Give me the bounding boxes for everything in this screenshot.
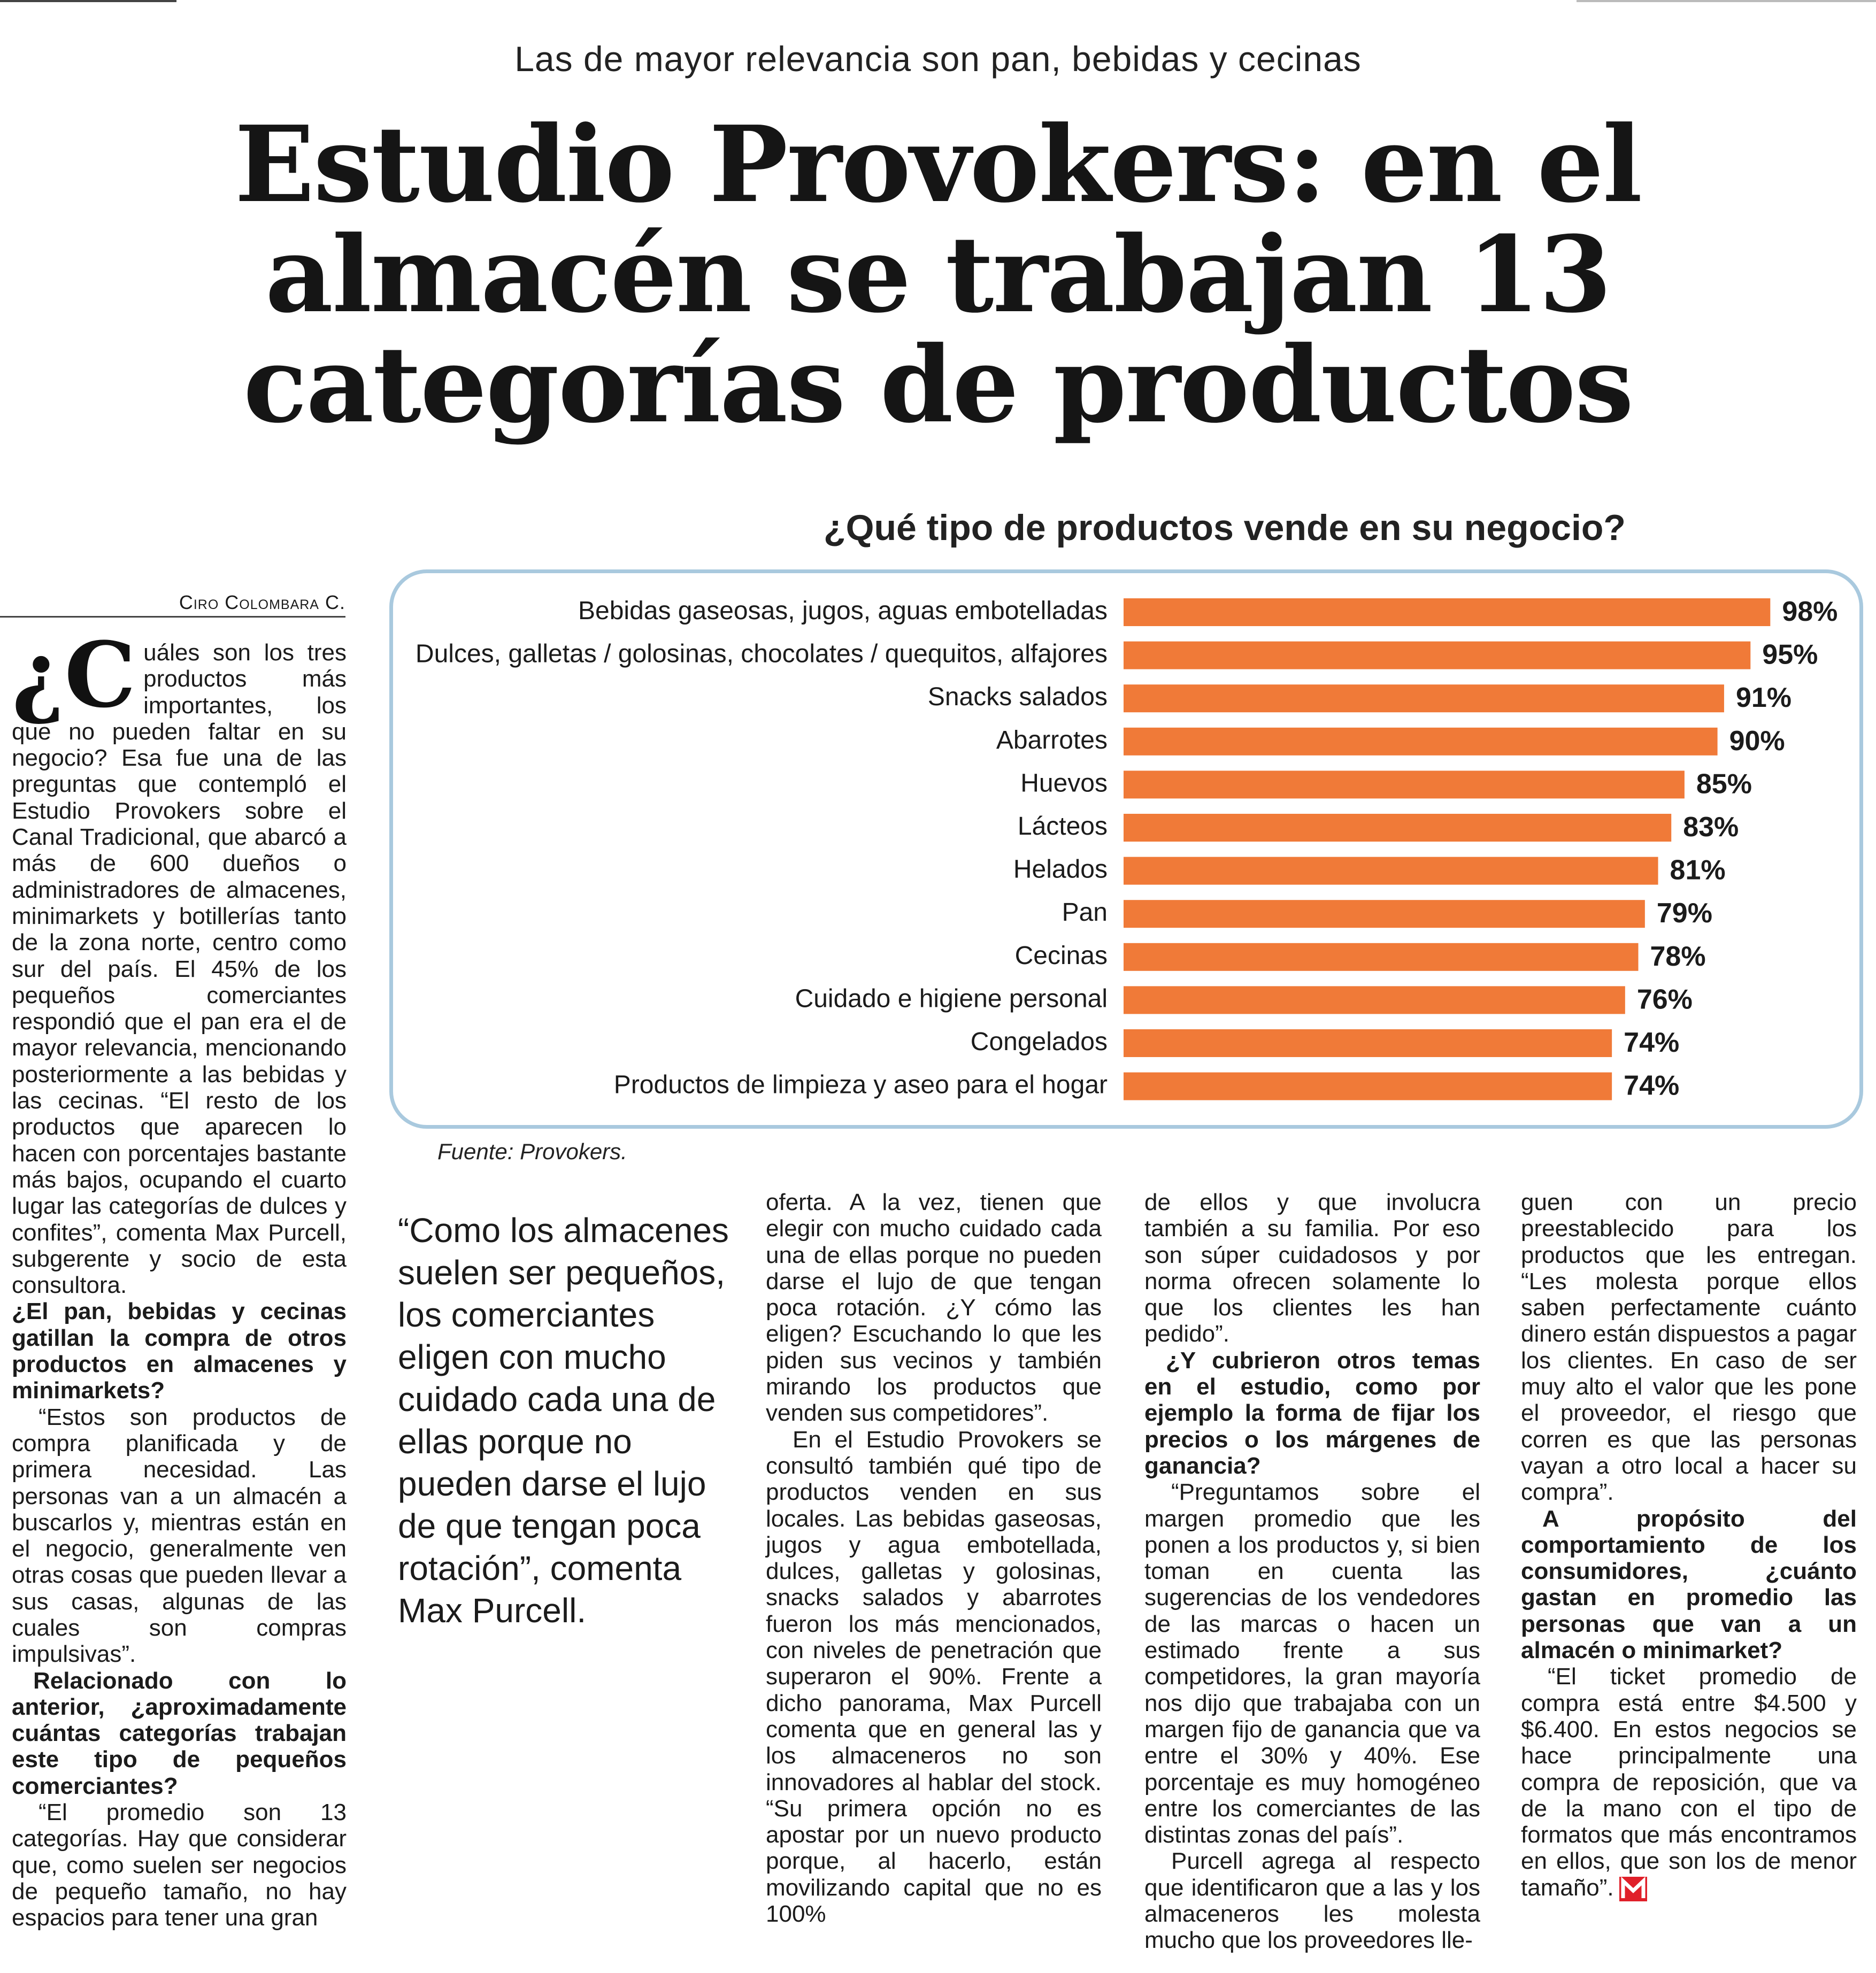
bar [1124,900,1645,928]
bar [1124,684,1724,712]
answer-2: “El promedio son 13 categorías. Hay que considerar que, como suelen ser negocios de pequeño tamaño, no hay espacios para tener una gran [12,1799,347,1931]
column-3-paragraph-2: En el Estudio Provokers se consultó también qué tipo de productos venden en sus locales. Las bebidas gaseosas, jugos y agua embotellada, dulces, galletas y golosinas, snacks salados y abarrotes fueron los más mencionados, con niveles de penetración que superaron el 90%. Frente a dicho panorama, Max Purcell comenta que en general las y los almaceneros no son innovadores al hablar del stock. “Su primera opción no es apostar por un nuevo producto porque, al hacerlo, están movilizando capital que no es 100% [766,1426,1102,1928]
bar [1124,598,1770,626]
top-rule [0,0,1876,4]
question-3: ¿Y cubrieron otros temas en el estudio, como por ejemplo la forma de fijar los precios o los márgenes de ganancia? [1144,1347,1480,1479]
headline-line-2: almacén se trabajan 13 [265,213,1611,336]
category-label: Productos de limpieza y aseo para el hogar [613,1070,1108,1099]
category-label: Congelados [970,1028,1108,1056]
value-label: 91% [1735,682,1792,714]
pull-quote: “Como los almacenes suelen ser pequeños, los comerciantes eligen con mucho cuidado cada una de ellas porque no pueden darse el lujo de que tengan poca rotación”, comenta Max Purcell. [398,1211,729,1630]
bar [1124,642,1750,669]
top-rule-left [0,0,176,2]
headline-line-1: Estudio Provokers: en el [234,103,1642,226]
bar [1124,1029,1612,1057]
article-column-3 [766,1189,1102,1927]
column-5-paragraph-1: guen con un precio preestablecido para los productos que les entregan. “Les molesta porque ellos saben perfectamente cuánto dinero están dispuestos a pagar los clientes. En caso de ser muy alto el valor que les pone el proveedor, el riesgo que corren es que las personas vayan a otro local a hacer su compra”. [1521,1189,1857,1506]
chart-source: Fuente: Provokers. [437,1139,627,1164]
answer-4 [1521,1663,1857,1901]
category-label: Huevos [1020,769,1108,798]
answer-1: “Estos son productos de compra planificada y de primera necesidad. Las personas van a un almacén a buscarlos y, mientras están en el negocio, generalmente ven otras cosas que pueden llevar a sus casas, algunas de las cuales son compras impulsivas”. [12,1404,347,1668]
byline: Ciro Colombara C. [179,591,345,613]
question-1: ¿El pan, bebidas y cecinas gatillan la compra de otros productos en almacenes y minimarkets? [12,1298,347,1404]
chart-title: ¿Qué tipo de productos vende en su negocio? [824,507,1626,548]
value-label: 95% [1762,639,1818,670]
bar [1124,728,1718,756]
end-of-article-icon [1619,1877,1647,1901]
column-3-paragraph-1: oferta. A la vez, tienen que elegir con mucho cuidado cada una de ellas porque no pueden darse el lujo de que tengan poca rotación. ¿Y cómo las eligen? Escuchando lo que les piden sus vecinos y también mirando los productos que venden sus competidores”. [766,1189,1102,1427]
article-column-1 [12,622,347,1931]
value-label: 83% [1683,812,1739,843]
column-4-paragraph-3: Purcell agrega al respecto que identificaron que a las y los almaceneros les molesta mucho que los proveedores lle- [1144,1848,1480,1954]
article-column-4 [1144,1189,1480,1954]
headline [107,103,1769,446]
category-label: Helados [1013,855,1108,884]
category-label: Pan [1062,898,1108,927]
bar [1124,857,1658,885]
value-label: 85% [1696,768,1752,800]
answer-4-text: “El ticket promedio de compra está entre $4.500 y $6.400. En estos negocios se hace principalmente una compra de reposición, que va de la mano con el tipo de formatos que más encontramos en ellos, que son los de menor tamaño”. [1521,1663,1857,1901]
byline-rule [0,616,345,618]
bar [1124,943,1639,971]
value-label: 98% [1782,596,1838,627]
category-label: Dulces, galletas / golosinas, chocolates / quequitos, alfajores [415,639,1108,668]
question-4: A propósito del comportamiento de los consumidores, ¿cuánto gastan en promedio las personas que van a un almacén o minimarket? [1521,1505,1857,1664]
bar [1124,1073,1612,1100]
bar-chart [389,569,1863,1129]
value-label: 78% [1650,941,1706,972]
lead-text: uáles son los tres productos más importantes, los que no pueden faltar en su negocio? Esa fue una de las preguntas que contempló el Estudio Provokers sobre el Canal Tradicional, que abarcó a más de 600 dueños o administradores de almacenes, minimarkets y botillerías tanto de la zona norte, centro como sur del país. El 45% de los pequeños comerciantes respondió que el pan era el de mayor relevancia, mencionando posteriormente a las bebidas y las cecinas. “El resto de los productos que aparecen lo hacen con porcentajes bastante más bajos, ocupando el cuarto lugar las categorías de dulces y confites”, comenta Max Purcell, subgerente y socio de esta consultora. [12,639,347,1299]
answer-3: “Preguntamos sobre el margen promedio que les ponen a los productos y, si bien toman en cuenta las sugerencias de los vendedores de las marcas o hacen un estimado frente a sus competidores, la gran mayoría nos dijo que trabajaba con un margen fijo de ganancia que va entre el 30% y 40%. Ese porcentaje es muy homogéneo entre los comerciantes de las distintas zonas del país”. [1144,1479,1480,1848]
column-4-paragraph-1: de ellos y que involucra también a su familia. Por eso son súper cuidadosos y por norma ofrecen solamente lo que los clientes les han pedido”. [1144,1189,1480,1347]
category-label: Bebidas gaseosas, jugos, aguas embotelladas [578,597,1108,625]
value-label: 74% [1624,1070,1680,1101]
value-label: 74% [1624,1027,1680,1058]
category-label: Cecinas [1014,941,1108,970]
top-rule-right [1577,0,1876,2]
bar [1124,770,1685,798]
article-column-5 [1521,1189,1857,1901]
category-label: Cuidado e higiene personal [795,984,1108,1013]
bar [1124,986,1625,1014]
value-label: 79% [1656,898,1712,929]
category-label: Lácteos [1017,812,1108,841]
value-label: 90% [1729,725,1785,757]
lead-paragraph [12,622,347,1299]
subheadline: Las de mayor relevancia son pan, bebidas y cecinas [514,39,1362,79]
value-label: 81% [1670,854,1726,886]
value-label: 76% [1636,984,1693,1015]
category-label: Snacks salados [927,683,1108,712]
category-label: Abarrotes [996,726,1108,754]
bar [1124,814,1671,842]
drop-cap: ¿C [12,622,136,728]
headline-line-3: categorías de productos [243,323,1633,446]
question-2: Relacionado con lo anterior, ¿aproximadamente cuántas categorías trabajan este tipo de pequeños comerciantes? [12,1667,347,1799]
